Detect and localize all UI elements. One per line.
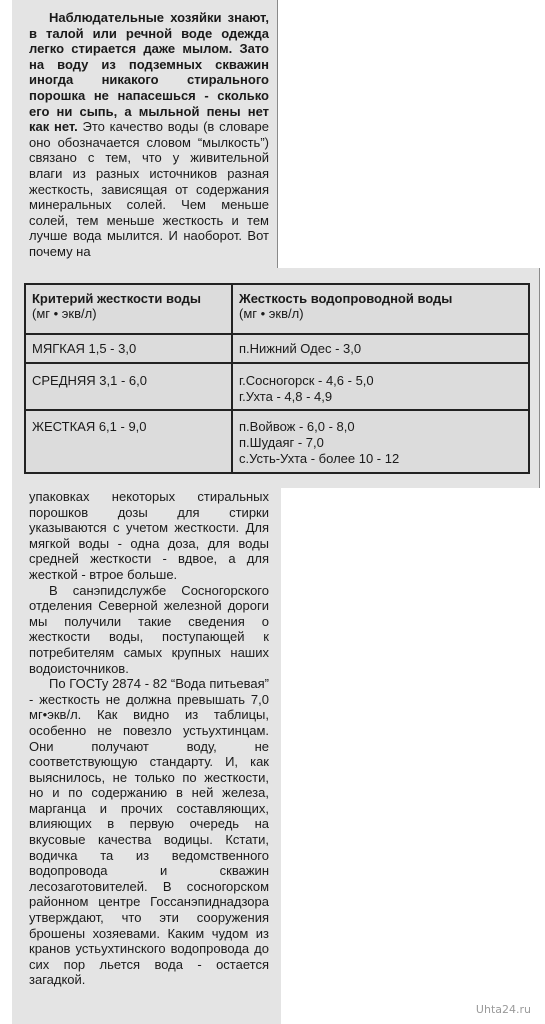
- table-row-hard-places: п.Войвож - 6,0 - 8,0 п.Шудаяг - 7,0 с.Усть-Ухта - более 10 - 12: [239, 419, 400, 466]
- paragraph: По ГОСТу 2874 - 82 “Вода питьевая” - жесткость не должна превышать 7,0 мг•экв/л. Как видно из таблицы, особенно не повезло устьухтинцам. Они получают воду, не соответствующую стандарту. И, как выяснилось, не только по жесткости, но и по содержанию в ней железа, марганца и прочих составляющих, влияющих в первую очередь на вкусовые качества водицы. Кстати, водичка та из ведомственного водопровода и скважин лесозаготовителей. В сосногорском районном центре Госсанэпиднадзора утверждают, что эти сооружения брошены хозяевами. Каким чудом из кранов устьухтинского водопровода до сих пор льется вода - остается загадкой.: [29, 676, 269, 988]
- watermark: Uhta24.ru: [475, 1003, 531, 1016]
- table-row-medium-places: г.Сосногорск - 4,6 - 5,0 г.Ухта - 4,8 - 4,9: [239, 373, 374, 404]
- table-row-medium-criterion: СРЕДНЯЯ 3,1 - 6,0: [32, 373, 148, 388]
- hardness-table: [24, 283, 530, 474]
- table-row-soft-places: п.Нижний Одес - 3,0: [239, 341, 362, 356]
- clipping-edge: [539, 268, 540, 488]
- body-column: [29, 489, 269, 988]
- clipping-edge: [277, 0, 278, 268]
- table-header-hardness: Жесткость водопроводной воды (мг • экв/л): [239, 291, 453, 321]
- table-header-criterion: Критерий жесткости воды (мг • экв/л): [32, 291, 201, 321]
- paragraph: В санэпидслужбе Сосногорского отделения Северной железной дороги мы получили такие сведения о жесткости воды, поступающей к потребителям самых крупных наших водоисточников.: [29, 582, 269, 676]
- table-divider: [26, 409, 528, 411]
- intro-column: [29, 10, 269, 260]
- paragraph: упаковках некоторых стиральных порошков дозы для стирки указываются с учетом жесткости. Для мягкой воды - одна доза, для воды средней жесткости - вдвое, а для жесткой - втрое больше.: [29, 489, 269, 582]
- intro-text: Это качество воды (в словаре оно обозначается словом “мылкость”) связано с тем, что у живительной влаги из разных источников разная жесткость, зависящая от содержания минеральных солей. Чем меньше солей, тем меньше жесткость и тем лучше вода мылится. И наоборот. Вот почему на: [29, 119, 269, 259]
- table-row-hard-criterion: ЖЕСТКАЯ 6,1 - 9,0: [32, 419, 147, 434]
- table-divider: [26, 333, 528, 335]
- intro-lead: Наблюдательные хозяйки знают, в талой или речной воде одежда легко стирается даже мылом. Зато на воду из подземных скважин иногда никакого стирального порошка не напасешься - сколько его ни сыпь, а мыльной пены нет как нет.: [29, 10, 269, 135]
- table-divider: [26, 362, 528, 364]
- table-row-soft-criterion: МЯГКАЯ 1,5 - 3,0: [32, 341, 137, 356]
